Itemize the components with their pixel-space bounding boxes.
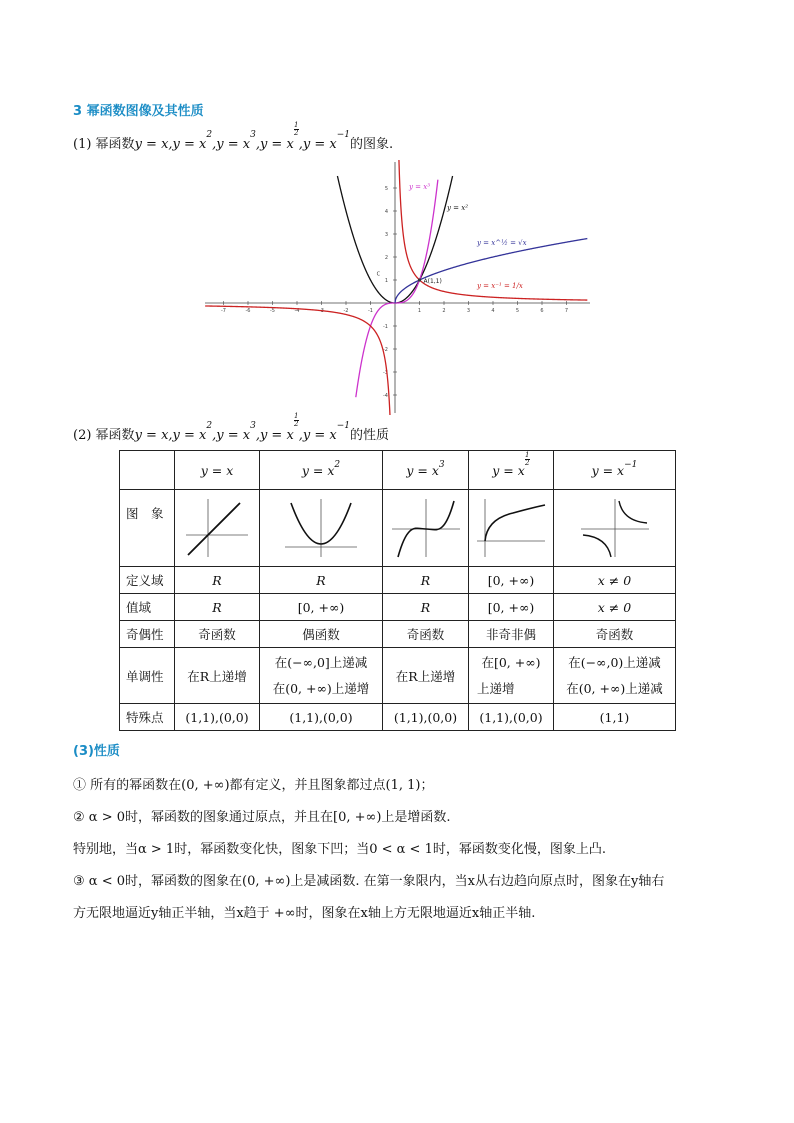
property-3: ③ α < 0时，幂函数的图象在(0, +∞)上是减函数. 在第一象限内，当x从右边趋向原点时，图象在y轴右 [73, 874, 665, 889]
mono-inverse: 在(−∞,0)上递减 在(0, +∞)上递减 [554, 648, 676, 704]
row-label-parity: 奇偶性 [120, 621, 175, 648]
point-a-label: A(1,1) [423, 278, 442, 285]
parity-sqrt: 非奇非偶 [469, 621, 554, 648]
part2-line [73, 412, 390, 443]
x-tick-label: 2 [442, 308, 446, 314]
x-tick-label: -6 [245, 308, 251, 314]
thumb-sqrt [473, 495, 549, 559]
row-label-range: 值域 [120, 594, 175, 621]
range-linear: R [175, 594, 260, 621]
y-tick-label: -3 [383, 370, 388, 376]
thumb-square [281, 495, 361, 559]
table-row-special-points [120, 704, 676, 731]
table-corner-cell [120, 451, 175, 490]
domain-cube: R [383, 567, 469, 594]
thumb-cube-cell [383, 490, 469, 567]
special-linear: (1,1),(0,0) [175, 704, 260, 731]
mono-square: 在(−∞,0]上递减 在(0, +∞)上递增 [260, 648, 383, 704]
x-tick-label: 5 [515, 308, 520, 314]
mono-linear: 在R上递增 [175, 648, 260, 704]
range-inverse: x ≠ 0 [554, 594, 676, 621]
label-sqrt: y = x^½ = √x [477, 239, 527, 247]
origin-label: C [376, 271, 381, 278]
parity-square: 偶函数 [260, 621, 383, 648]
thumb-inverse-cell [554, 490, 676, 567]
parity-cube: 奇函数 [383, 621, 469, 648]
property-1: ① 所有的幂函数在(0, +∞)都有定义，并且图象都过点(1, 1)； [73, 778, 434, 793]
parity-inverse: 奇函数 [554, 621, 676, 648]
header-sqrt: y = x $\frac{1}{2}$ [469, 451, 554, 490]
x-tick-label: -3 [319, 308, 324, 314]
special-inverse: (1,1) [554, 704, 676, 731]
parity-linear: 奇函数 [175, 621, 260, 648]
thumb-linear-cell [175, 490, 260, 567]
row-label-monotonicity: 单调性 [120, 648, 175, 704]
y-tick-label: 4 [384, 209, 388, 215]
row-label-special-points: 特殊点 [120, 704, 175, 731]
y-tick-label: -4 [383, 393, 388, 399]
part2-functions: $y = x,y = x^2,y = x^3,y = x$ $\frac{1}{2}$ $,y = x^{-1}$ [134, 412, 351, 443]
mono-sqrt: 在[0, +∞) 上递增 [469, 648, 554, 704]
part2-suffix: 的性质 [350, 428, 390, 443]
domain-inverse: x ≠ 0 [554, 567, 676, 594]
x-tick-label: -4 [294, 308, 300, 314]
y-tick-label: -1 [383, 324, 388, 330]
domain-linear: R [175, 567, 260, 594]
y-tick-label: 5 [384, 186, 388, 192]
x-tick-label: -1 [368, 308, 373, 314]
x-tick-label: 4 [491, 308, 495, 314]
part1-prefix: (1) 幂函数 [73, 137, 135, 152]
part1-line [73, 121, 394, 152]
domain-square: R [260, 567, 383, 594]
x-tick-label: -7 [221, 308, 226, 314]
section3-title: (3)性质 [73, 744, 120, 759]
x-tick-label: 6 [540, 308, 544, 314]
y-tick-label: -2 [383, 347, 388, 353]
curve-inverse-neg [205, 306, 391, 415]
range-sqrt: [0, +∞) [469, 594, 554, 621]
property-2: ② α > 0时，幂函数的图象通过原点，并且在[0, +∞)上是增函数. [73, 810, 451, 825]
thumb-cube [388, 495, 464, 559]
property-3-cont: 方无限地逼近y轴正半轴，当x趋于 +∞时，图象在x轴上方无限地逼近x轴正半轴. [73, 906, 536, 921]
thumb-linear [182, 495, 252, 559]
header-inverse: $y = x^{-1}$ [554, 451, 676, 490]
part2-prefix: (2) 幂函数 [73, 428, 135, 443]
special-cube: (1,1),(0,0) [383, 704, 469, 731]
curve-cube [356, 180, 438, 397]
table-row-range [120, 594, 676, 621]
header-cube: $y = x^3$ [383, 451, 469, 490]
label-inverse: y = x⁻¹ = 1/x [477, 282, 523, 290]
table-row-graph [120, 490, 676, 567]
table-row-domain [120, 567, 676, 594]
thumb-sqrt-cell [469, 490, 554, 567]
property-2-note: 特别地，当α > 1时，幂函数变化快，图象下凹；当0 < α < 1时，幂函数变化慢，图象上凸. [73, 842, 606, 857]
x-tick-label: 3 [466, 308, 471, 314]
x-tick-label: -2 [343, 308, 349, 314]
section-title: 3 幂函数图像及其性质 [73, 104, 204, 119]
range-square: [0, +∞) [260, 594, 383, 621]
header-square: $y = x^2$ [260, 451, 383, 490]
table-row-parity [120, 621, 676, 648]
thumb-square-cell [260, 490, 383, 567]
thumb-inverse [577, 495, 653, 559]
part1-suffix: 的图象. [350, 137, 394, 152]
y-tick-label: 1 [384, 278, 388, 284]
special-square: (1,1),(0,0) [260, 704, 383, 731]
special-sqrt: (1,1),(0,0) [469, 704, 554, 731]
table-row-monotonicity [120, 648, 676, 704]
y-tick-label: 3 [384, 232, 388, 238]
label-square: y = x² [447, 204, 469, 212]
range-cube: R [383, 594, 469, 621]
power-functions-graph [205, 160, 590, 415]
domain-sqrt: [0, +∞) [469, 567, 554, 594]
row-label-graph: 图 象 [120, 490, 175, 567]
y-tick-label: 2 [384, 255, 388, 261]
header-linear: y = x [175, 451, 260, 490]
x-tick-label: 1 [417, 308, 422, 314]
table-header-row [120, 451, 676, 490]
label-cube: y = x³ [409, 183, 431, 191]
x-tick-label: 7 [564, 308, 569, 314]
mono-cube: 在R上递增 [383, 648, 469, 704]
row-label-domain: 定义域 [120, 567, 175, 594]
part1-functions: $y = x,y = x^2,y = x^3,y = x$ $\frac{1}{2}$ $,y = x^{-1}$ [134, 121, 351, 152]
properties-table [119, 450, 676, 731]
x-tick-label: -5 [270, 308, 275, 314]
point-a [418, 278, 421, 281]
